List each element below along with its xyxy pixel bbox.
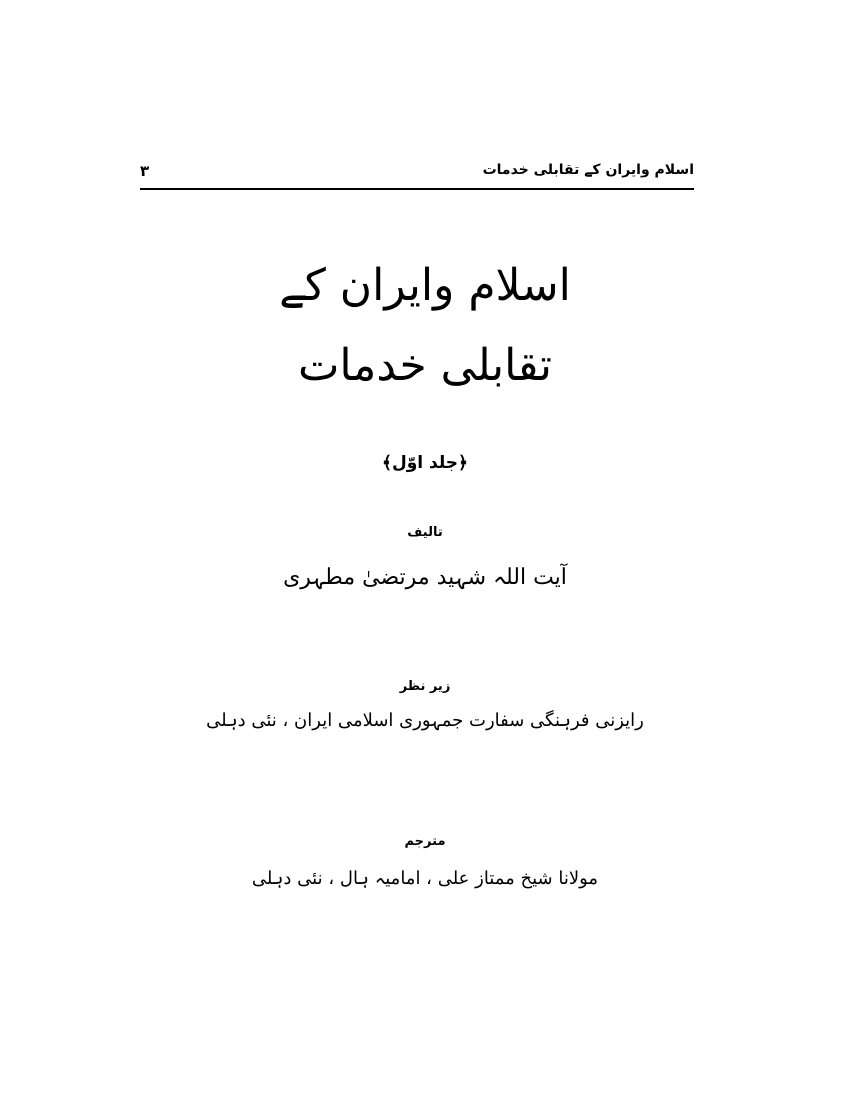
book-title-line-1: اسلام وایران کے: [279, 260, 571, 311]
header-rule: [140, 188, 694, 190]
volume-label: ﴿جلد اوّل﴾: [382, 453, 468, 473]
page-number: ۳: [140, 162, 150, 180]
supervision-label: زیر نظر: [399, 679, 451, 694]
author-label: تالیف: [407, 525, 443, 540]
page-header: [140, 160, 694, 188]
translator-label: مترجم: [404, 834, 446, 849]
translator-name: مولانا شیخ ممتاز علی ، امامیہ ہال ، نئی دہلی: [251, 868, 599, 889]
book-title-line-2: تقابلی خدمات: [297, 340, 553, 391]
author-name: آیت اللہ شہید مرتضیٰ مطہری: [283, 565, 567, 590]
running-title: اسلام وایران کے تقابلی خدمات: [482, 162, 694, 178]
supervision-name: رایزنی فرہنگی سفارت جمہوری اسلامی ایران ، نئی دہلی: [206, 710, 644, 731]
